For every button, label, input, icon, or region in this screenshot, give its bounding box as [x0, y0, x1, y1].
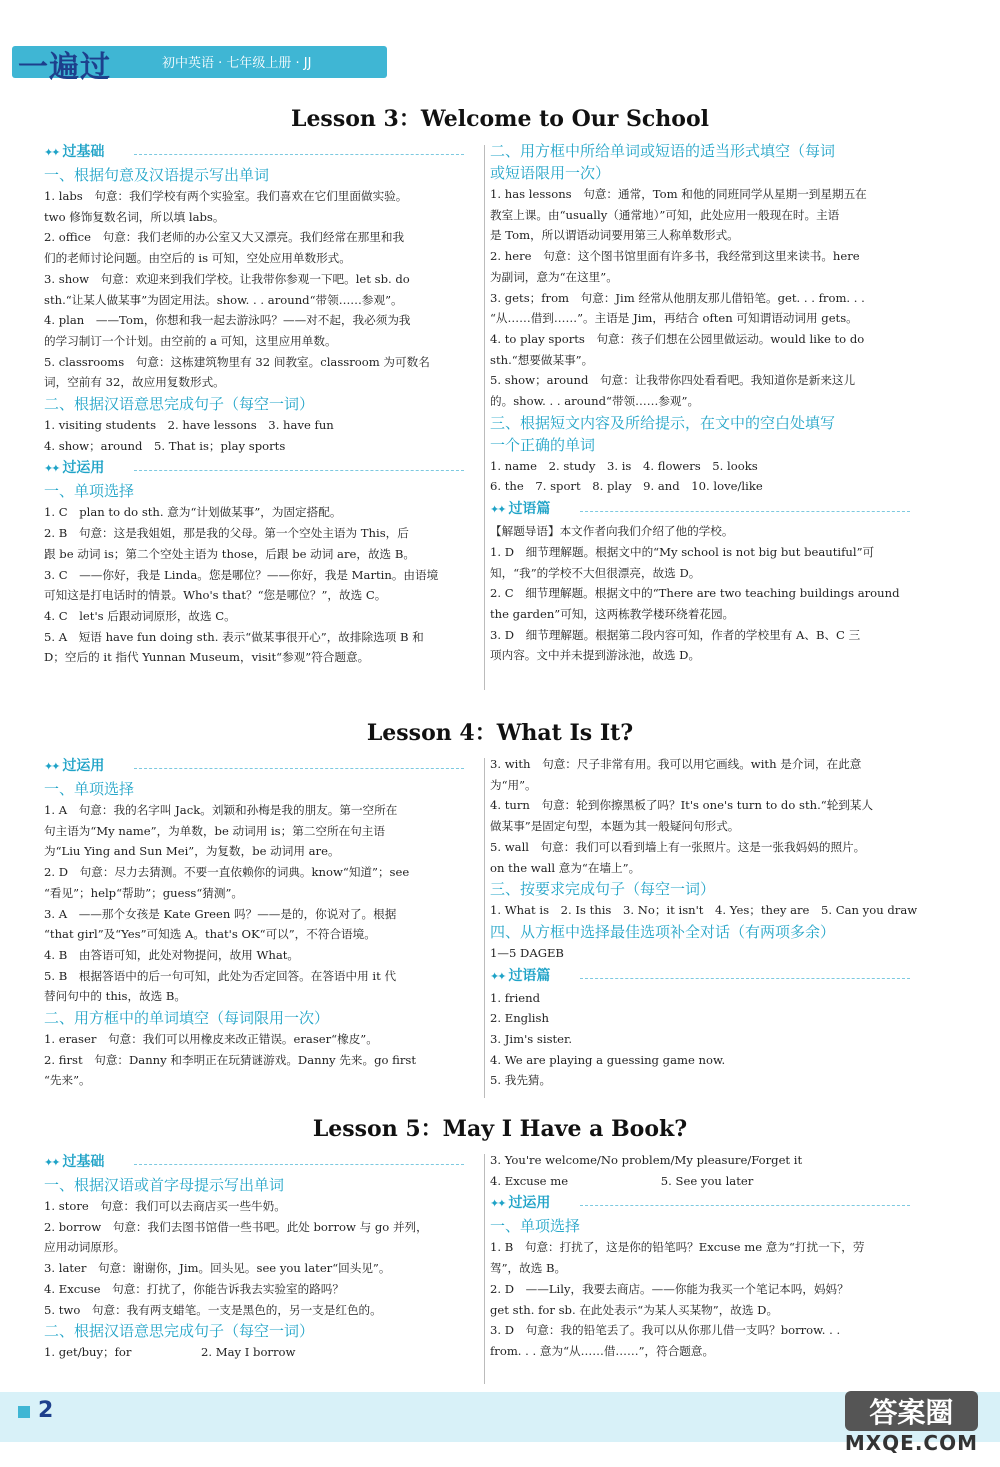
answer-line: 2. office 句意：我们老师的办公室又大又漂亮。我们经常在那里和我 — [44, 230, 405, 245]
answer-line: 5. 我先猜。 — [490, 1073, 552, 1088]
column-divider — [484, 145, 485, 690]
answer-list — [490, 900, 922, 921]
lesson-5-right-column — [490, 1150, 922, 1362]
answer-line: 们的老师讨论问题。由空后的 is 可知，空处应用单数形式。 — [44, 251, 351, 266]
answer-line: 2. English — [490, 1011, 549, 1026]
answer-line: 4. to play sports 句意：孩子们想在公园里做运动。would like to do — [490, 331, 865, 346]
section-heading: ✦✦ 过基础 — [44, 140, 476, 164]
answer-line: 驾”，故选 B。 — [490, 1261, 567, 1276]
section-heading: ✦✦ 过运用 — [490, 1191, 922, 1215]
answer-list — [44, 186, 476, 393]
answer-list — [490, 943, 922, 964]
subsection-heading: 一、根据句意及汉语提示写出单词 — [44, 166, 270, 184]
answer-line: on the wall 意为“在墙上”。 — [490, 860, 641, 875]
answer-line: 1. name 2. study 3. is 4. flowers 5. looks — [490, 458, 758, 473]
answer-line: 3. A ——那个女孩是 Kate Green 吗？——是的，你说对了。根据 — [44, 906, 397, 921]
answer-line: 1. A 句意：我的名字叫 Jack。刘颖和孙梅是我的朋友。第一空所在 — [44, 803, 398, 817]
answer-line: 1. B 句意：打扰了，这是你的铅笔吗？Excuse me 意为“打扰一下，劳 — [490, 1240, 865, 1255]
answer-line: the garden”可知，这两栋教学楼环绕着花园。 — [490, 606, 735, 621]
sparkle-icon: ✦✦ — [490, 503, 505, 517]
answer-line: 应用动词原形。 — [44, 1240, 126, 1255]
watermark-url: MXQE.COM — [844, 1431, 978, 1455]
square-icon — [18, 1406, 30, 1418]
brand-logo: 一遍过 — [18, 50, 111, 85]
answer-line: 1. eraser 句意：我们可以用橡皮来改正错误。eraser“橡皮”。 — [44, 1032, 378, 1047]
answer-line: 2. B 句意：这是我姐姐，那是我的父母。第一个空处主语为 This，后 — [44, 526, 409, 541]
answer-line: 4. Excuse 句意：打扰了，你能告诉我去实验室的路吗？ — [44, 1281, 344, 1296]
answer-line: 4. turn 句意：轮到你擦黑板了吗？It's one's turn to do sth.“轮到某人 — [490, 798, 874, 813]
answer-line: 跟 be 动词 is；第二个空处主语为 those，后跟 be 动词 are，故选 B。 — [44, 546, 415, 561]
answer-line: “看见”；help“帮助”；guess“猜测”。 — [44, 885, 244, 900]
answer-line: D；空后的 it 指代 Yunnan Museum，visit“参观”符合题意。 — [44, 650, 370, 665]
subsection-heading: 二、用方框中所给单词或短语的适当形式填空（每词 — [490, 142, 836, 160]
lesson-4-title: Lesson 4：What Is It? — [366, 720, 634, 746]
answer-line: 4. B 由答语可知，此处对物提问，故用 What。 — [44, 947, 300, 962]
answer-line: 4. show；around 5. That is；play sports — [44, 438, 286, 453]
watermark-title: 答案圈 — [845, 1391, 978, 1431]
answer-line: 的。show. . . around“带领……参观”。 — [490, 394, 700, 409]
subsection-heading: 四、从方框中选择最佳选项补全对话（有两项多余） — [490, 922, 836, 941]
subsection-heading: 二、用方框中的单词填空（每词限用一次） — [44, 1009, 330, 1028]
page-number: 2 — [38, 1398, 54, 1423]
answer-line: 1. visiting students 2. have lessons 3. have fun — [44, 418, 334, 433]
lesson-4-right-column — [490, 754, 922, 1091]
sparkle-icon: ✦✦ — [44, 1156, 59, 1169]
answer-line: 的学习制订一个计划。由空前的 a 可知，这里应用单数。 — [44, 333, 337, 348]
page-header — [0, 0, 1000, 84]
answer-list — [490, 184, 922, 412]
sparkle-icon: ✦✦ — [44, 146, 59, 159]
answer-line: 1. D 细节理解题。根据文中的“My school is not big but beautiful”可 — [490, 544, 875, 559]
answer-line: 2. D 句意：尽力去猜测。不要一直依赖你的词典。know“知道”；see — [44, 865, 410, 880]
answer-line: 1. What is 2. Is this 3. No；it isn't 4. Yes；they are 5. Can you draw — [490, 903, 918, 918]
subsection-heading: 二、根据汉语意思完成句子（每空一词） — [44, 395, 315, 414]
answer-line: 4. We are playing a guessing game now. — [490, 1052, 726, 1067]
answer-line: 4. Excuse me 5. See you later — [490, 1173, 754, 1188]
answer-line: 项内容。文中并未提到游泳池，故选 D。 — [490, 648, 701, 663]
answer-line: 1. get/buy；for 2. May I borrow — [44, 1345, 296, 1360]
answer-line: 是 Tom，所以谓语动词要用第三人称单数形式。 — [490, 228, 739, 243]
answer-line: 4. plan ——Tom，你想和我一起去游泳吗？——对不起，我必须为我 — [44, 313, 411, 328]
answer-list — [490, 754, 922, 878]
answer-line: 5. two 句意：我有两支蜡笔。一支是黑色的，另一支是红色的。 — [44, 1302, 382, 1317]
answer-line: “先来”。 — [44, 1073, 91, 1088]
answer-line: sth.“想要做某事”。 — [490, 352, 594, 367]
answer-line: 替问句中的 this，故选 B。 — [44, 989, 187, 1004]
sparkle-icon: ✦✦ — [44, 462, 59, 476]
answer-line: 3. Jim's sister. — [490, 1032, 572, 1047]
subsection-heading-cont: 或短语限用一次） — [490, 164, 611, 182]
answer-line: 5. A 短语 have fun doing sth. 表示“做某事很开心”，故排除选项 B 和 — [44, 629, 424, 644]
lesson-3-right-column — [490, 140, 922, 666]
answer-list — [490, 1150, 922, 1191]
sparkle-icon: ✦✦ — [44, 760, 59, 773]
answer-line: 句主语为“My name”，为单数，be 动词用 is；第二空所在句主语 — [44, 823, 385, 838]
answer-line: 教室上课。由“usually（通常地）”可知，此处应用一般现在时。主语 — [490, 207, 840, 222]
answer-line: 可知这是打电话时的情景。Who's that？“您是哪位？”，故选 C。 — [44, 588, 387, 603]
answer-line: 1. store 句意：我们可以去商店买一些牛奶。 — [44, 1199, 286, 1213]
column-divider — [484, 758, 485, 1098]
answer-line: 5. classrooms 句意：这栋建筑物里有 32 间教室。classroom 为可数名 — [44, 354, 430, 369]
answer-line: 2. first 句意：Danny 和李明正在玩猜谜游戏。Danny 先来。go first — [44, 1052, 417, 1067]
section-heading: ✦✦ 过运用 — [44, 754, 476, 778]
watermark-logo — [845, 1391, 978, 1455]
answer-line: 2. C 细节理解题。根据文中的“There are two teaching buildings around — [490, 586, 900, 601]
answer-line: 3. gets；from 句意：Jim 经常从他朋友那儿借铅笔。get. . . from. . . — [490, 290, 865, 305]
answer-line: 做某事”是固定句型，本题为其一般疑问句形式。 — [490, 819, 740, 834]
subsection-heading: 一、单项选择 — [44, 780, 135, 798]
section-heading: ✦✦ 过语篇 — [490, 964, 922, 988]
lesson-5-left-column — [44, 1150, 476, 1363]
answer-line: 为副词，意为“在这里”。 — [490, 269, 618, 284]
answer-line: 5. wall 句意：我们可以看到墙上有一张照片。这是一张我妈妈的照片。 — [490, 839, 866, 854]
lesson-3-title: Lesson 3：Welcome to Our School — [290, 106, 710, 132]
answer-line: 5. show；around 句意：让我带你四处看看吧。我知道你是新来这儿 — [490, 373, 856, 388]
answer-line: 知，“我”的学校不大但很漂亮，故选 D。 — [490, 565, 701, 580]
answer-line: 2. borrow 句意：我们去图书馆借一些书吧。此处 borrow 与 go 并列， — [44, 1219, 428, 1234]
answer-line: from. . . 意为“从……借……”，符合题意。 — [490, 1343, 715, 1358]
sparkle-icon: ✦✦ — [490, 969, 505, 983]
answer-line: “从……借到……”。主语是 Jim，再结合 often 可知谓语动词用 gets。 — [490, 311, 858, 326]
subsection-heading-cont: 一个正确的单词 — [490, 435, 596, 454]
answer-line: 3. later 句意：谢谢你，Jim。回头见。see you later“回头见”。 — [44, 1261, 391, 1276]
answer-list — [490, 521, 922, 666]
answer-line: 3. D 细节理解题。根据第二段内容可知，作者的学校里有 A、B、C 三 — [490, 627, 861, 642]
answer-line: 3. C ——你好，我是 Linda。您是哪位？——你好，我是 Martin。由语境 — [44, 567, 439, 582]
section-heading: ✦✦ 过运用 — [44, 456, 476, 480]
answer-line: 为“Liu Ying and Sun Mei”，为复数，be 动词用 are。 — [44, 844, 340, 859]
answer-line: 5. B 根据答语中的后一句可知，此处为否定回答。在答语中用 it 代 — [44, 968, 397, 983]
answer-list — [44, 1342, 476, 1363]
answer-line: 1. labs 句意：我们学校有两个实验室。我们喜欢在它们里面做实验。 — [44, 189, 408, 203]
answer-list — [44, 800, 476, 1007]
section-heading: ✦✦ 过语篇 — [490, 497, 922, 521]
answer-list — [44, 1196, 476, 1320]
answer-list — [44, 415, 476, 456]
subsection-heading: 三、根据短文内容及所给提示，在文中的空白处填写 — [490, 413, 836, 432]
answer-line: 1. C plan to do sth. 意为“计划做某事”，为固定搭配。 — [44, 505, 342, 520]
answer-line: 为“用”。 — [490, 777, 537, 792]
answer-line: 1—5 DAGEB — [490, 945, 564, 960]
answer-line: 1. friend — [490, 990, 541, 1005]
answer-line: 3. show 句意：欢迎来到我们学校。让我带你参观一下吧。let sb. do — [44, 271, 410, 286]
answer-list — [490, 1237, 922, 1361]
subsection-heading: 一、单项选择 — [44, 482, 135, 501]
answer-line: “that girl”及“Yes”可知选 A。that's OK“可以”，不符合语境。 — [44, 927, 376, 942]
answer-line: 6. the 7. sport 8. play 9. and 10. love/like — [490, 479, 763, 494]
section-heading: ✦✦ 过基础 — [44, 1150, 476, 1174]
sparkle-icon: ✦✦ — [490, 1197, 505, 1211]
answer-list — [44, 1029, 476, 1091]
lesson-5-title: Lesson 5：May I Have a Book? — [312, 1116, 688, 1142]
answer-line: 1. has lessons 句意：通常，Tom 和他的同班同学从星期一到星期五在 — [490, 187, 867, 201]
answer-list — [490, 456, 922, 497]
answer-line: 2. D ——Lily，我要去商店。——你能为我买一个笔记本吗，妈妈？ — [490, 1281, 849, 1296]
answer-list — [44, 502, 476, 668]
answer-line: 3. D 句意：我的铅笔丢了。我可以从你那儿借一支吗？borrow. . . — [490, 1323, 841, 1338]
subsection-heading: 一、根据汉语或首字母提示写出单词 — [44, 1176, 285, 1194]
answer-line: 3. with 句意：尺子非常有用。我可以用它画线。with 是介词，在此意 — [490, 757, 862, 771]
column-divider — [484, 1154, 485, 1384]
book-tag: 初中英语 · 七年级上册 · JJ — [162, 56, 312, 71]
answer-line: 4. C let's 后跟动词原形，故选 C。 — [44, 608, 236, 623]
subsection-heading: 一、单项选择 — [490, 1217, 581, 1236]
lesson-3-left-column — [44, 140, 476, 668]
answer-list — [490, 988, 922, 1092]
answer-line: two 修饰复数名词，所以填 labs。 — [44, 209, 225, 224]
lesson-4-left-column — [44, 754, 476, 1091]
answer-line: 2. here 句意：这个图书馆里面有许多书，我经常到这里来读书。here — [490, 249, 860, 264]
answer-line: 词，空前有 32，故应用复数形式。 — [44, 375, 225, 390]
subsection-heading: 二、根据汉语意思完成句子（每空一词） — [44, 1322, 315, 1341]
answer-line: 【解题导语】本文作者向我们介绍了他的学校。 — [490, 524, 734, 539]
subsection-heading: 三、按要求完成句子（每空一词） — [490, 880, 716, 899]
answer-line: get sth. for sb. 在此处表示“为某人买某物”，故选 D。 — [490, 1302, 779, 1317]
answer-line: 3. You're welcome/No problem/My pleasure/Forget it — [490, 1153, 803, 1167]
answer-line: sth.“让某人做某事”为固定用法。show. . . around“带领……参观”。 — [44, 292, 403, 307]
